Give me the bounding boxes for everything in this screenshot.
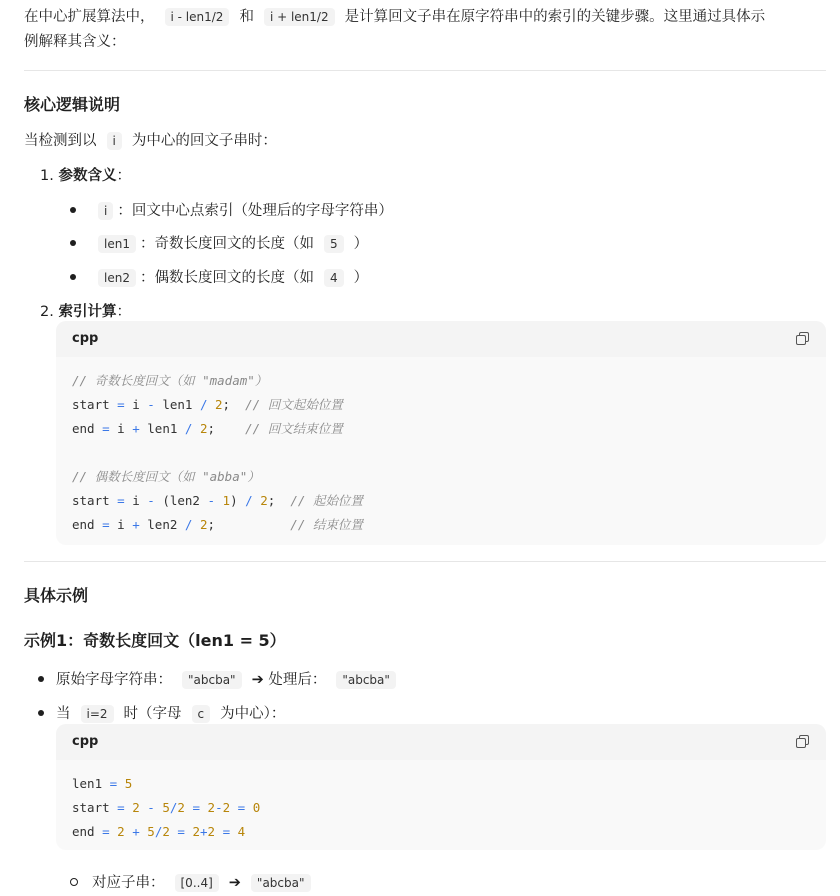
list-item-text: ） <box>353 270 369 286</box>
list-colon: ： <box>116 304 131 320</box>
circle-bullet-icon <box>70 878 78 886</box>
code-content: len1 = 5 start = 2 - 5/2 = 2-2 = 0 end = 2 + 5/2 = 2+2 = 4 <box>72 776 261 839</box>
lead-paragraph <box>24 130 277 152</box>
list-item-text: 对应子串： <box>92 875 165 891</box>
list-colon: ： <box>116 168 131 184</box>
list-item-index-calc <box>40 300 131 321</box>
inline-code: "abcba" <box>251 874 311 892</box>
sub-list-item <box>70 871 321 892</box>
inline-code: 4 <box>324 269 344 287</box>
inline-code: i <box>98 202 113 220</box>
example-heading: 示例1：奇数长度回文（len1 = 5） <box>24 631 286 650</box>
code-language-label: cpp <box>72 734 99 749</box>
list-item-text: 时（字母 <box>123 706 182 722</box>
list-item <box>70 232 368 253</box>
code-block-header <box>56 724 826 760</box>
inline-code: "abcba" <box>182 671 242 689</box>
inline-code: i=2 <box>81 705 114 723</box>
list-item-text: ：偶数长度回文的长度（如 <box>139 270 314 286</box>
intro-text: 在中心扩展算法中， <box>24 9 155 25</box>
list-item-text: 当 <box>56 706 71 722</box>
inline-code: len2 <box>98 269 136 287</box>
bullet-icon <box>70 274 76 280</box>
code-language-label: cpp <box>72 331 99 346</box>
list-item-text: ） <box>353 236 369 252</box>
inline-code: i - len1/2 <box>165 8 230 26</box>
list-item <box>70 266 368 287</box>
intro-text: 是计算回文子串在原字符串中的索引的关键步骤。这里通过具体示 <box>344 9 766 25</box>
divider <box>24 70 826 71</box>
list-item-params <box>40 164 131 185</box>
list-item-text: 原始字母字符串： <box>56 672 172 688</box>
code-content: // 奇数长度回文（如 "madam"） start = i - len1 / 2; // 回文起始位置 end = i + len1 / 2; // 回文结束位置 // 偶数长度回文（如 "abba"） start = i - (len2 - 1) / 2; // 起始位置 end = i + len2 / 2; // 结束位置 <box>72 373 363 532</box>
list-item <box>70 199 393 220</box>
code-block-header <box>56 321 826 357</box>
bullet-icon <box>38 710 44 716</box>
intro-text: 和 <box>239 9 254 25</box>
code-block <box>56 724 826 850</box>
lead-text: 当检测到以 <box>24 133 97 149</box>
bullet-icon <box>70 207 76 213</box>
list-item <box>38 668 406 689</box>
list-item <box>38 702 285 723</box>
section-heading: 具体示例 <box>24 586 89 605</box>
inline-code: 5 <box>324 235 344 253</box>
inline-code: [0..4] <box>175 874 219 892</box>
copy-icon[interactable] <box>796 735 808 747</box>
divider <box>24 561 826 562</box>
inline-code: i + len1/2 <box>264 8 335 26</box>
code-block <box>56 321 826 545</box>
lead-text: 为中心的回文子串时： <box>131 133 277 149</box>
list-item-title: 索引计算 <box>58 304 117 320</box>
list-number: 2. <box>40 304 54 320</box>
copy-icon[interactable] <box>796 332 808 344</box>
intro-paragraph <box>24 6 765 28</box>
list-item-text: ：回文中心点索引（处理后的字母字符串） <box>117 203 393 219</box>
inline-code: len1 <box>98 235 136 253</box>
inline-code: "abcba" <box>336 671 396 689</box>
inline-code: i <box>107 132 122 150</box>
list-number: 1. <box>40 168 54 184</box>
arrow-icon: ➔ <box>228 875 241 891</box>
list-item-text: ➔ 处理后： <box>251 672 327 688</box>
section-heading: 核心逻辑说明 <box>24 95 121 114</box>
bullet-icon <box>70 240 76 246</box>
list-item-text: ：奇数长度回文的长度（如 <box>139 236 314 252</box>
intro-paragraph-line2: 例解释其含义： <box>24 34 126 50</box>
list-item-title: 参数含义 <box>58 168 117 184</box>
bullet-icon <box>38 676 44 682</box>
list-item-text: 为中心）： <box>220 706 286 722</box>
inline-code: c <box>192 705 211 723</box>
